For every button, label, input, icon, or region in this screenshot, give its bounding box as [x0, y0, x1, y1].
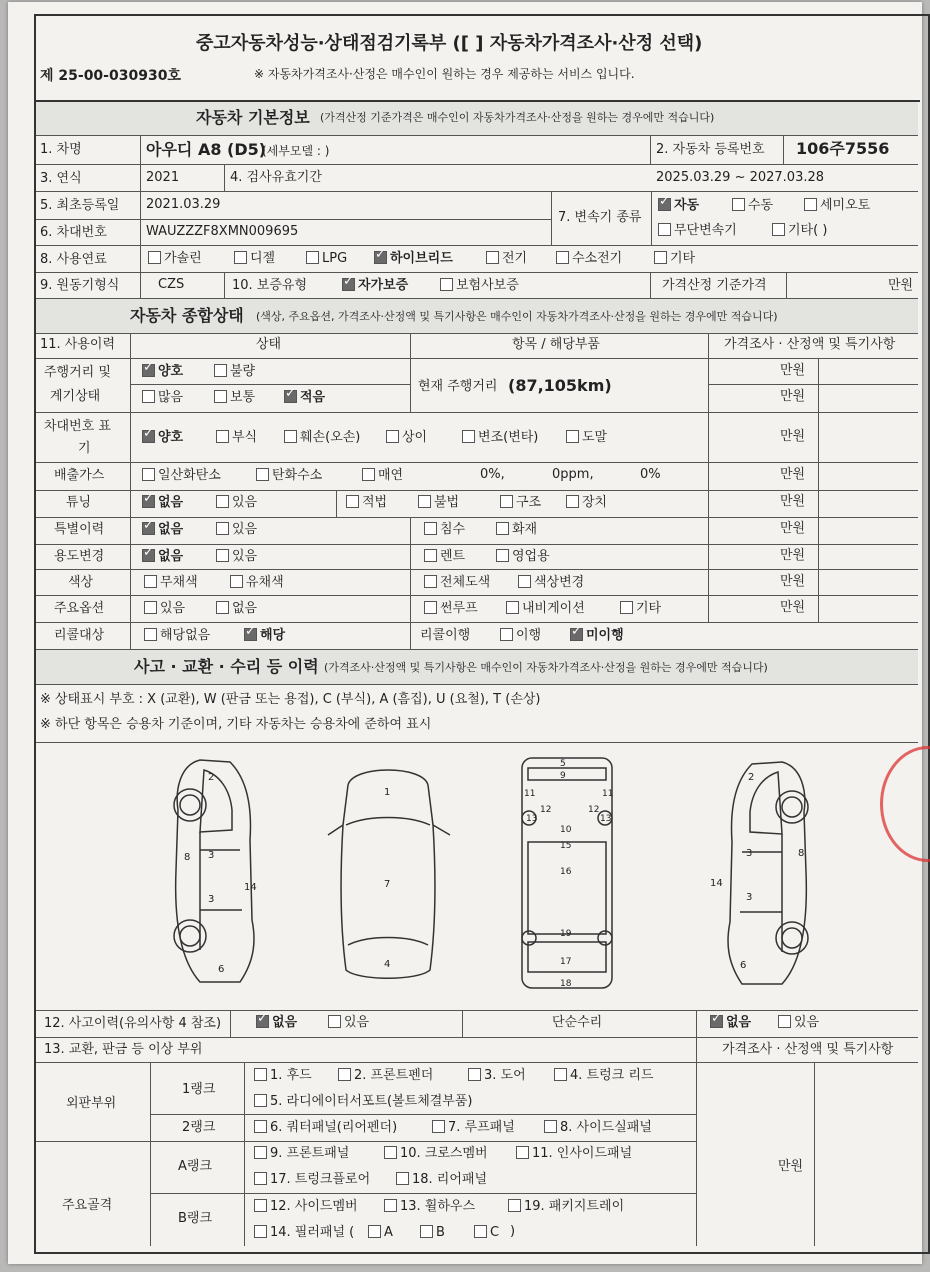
- svg-text:10: 10: [560, 825, 572, 835]
- year-label: 3. 연식: [40, 171, 82, 186]
- special-fire[interactable]: 화재: [496, 522, 537, 538]
- recall-done-label: 리콜이행: [420, 628, 471, 643]
- col-item: 항목 / 해당부품: [512, 337, 600, 352]
- transmission-label: 7. 변속기 종류: [558, 210, 642, 225]
- color-change[interactable]: 색상변경: [518, 575, 584, 591]
- pillar-close: ): [510, 1224, 516, 1239]
- rankA-trunk-floor[interactable]: 17. 트렁크플로어: [254, 1172, 370, 1188]
- rank2-side-sill[interactable]: 8. 사이드실패널: [544, 1120, 652, 1136]
- pillar-b[interactable]: B: [420, 1225, 445, 1241]
- tuning-label: 튜닝: [66, 495, 92, 510]
- warranty-insurance[interactable]: 보험사보증: [440, 278, 519, 294]
- recall-done[interactable]: 이행: [500, 628, 541, 644]
- fuel-diesel[interactable]: 디젤: [234, 251, 275, 267]
- tuning-price: 만원: [780, 494, 806, 509]
- rankB-label: B랭크: [178, 1211, 213, 1226]
- rank1-hood[interactable]: 1. 후드: [254, 1068, 312, 1084]
- rankA-label: A랭크: [178, 1159, 213, 1174]
- svg-text:12: 12: [588, 805, 600, 815]
- svg-text:3: 3: [208, 894, 215, 905]
- mileage-price-2: 만원: [780, 389, 806, 404]
- rank1-trunk-lid[interactable]: 4. 트렁크 리드: [554, 1068, 653, 1084]
- svg-text:15: 15: [560, 841, 572, 851]
- trans-option-auto[interactable]: ✓자동: [658, 198, 699, 214]
- price-base-label: 가격산정 기준가격: [662, 278, 767, 293]
- frame-label: 주요골격: [62, 1198, 113, 1213]
- mileage-current-value: (87,105km): [508, 376, 612, 395]
- svg-text:12: 12: [540, 805, 552, 815]
- simple-repair-none[interactable]: ✓ 없음: [710, 1015, 751, 1031]
- warranty-label: 10. 보증유형: [232, 278, 308, 293]
- parts-price-unit: 만원: [778, 1159, 804, 1174]
- col-state: 상태: [256, 337, 282, 352]
- mileage-price-1: 만원: [780, 363, 806, 378]
- vin-mark-label-2: 기: [78, 441, 91, 456]
- general-title: 자동차 종합상태: [130, 306, 244, 325]
- recall-not-done[interactable]: ✓ 미이행: [570, 628, 624, 644]
- inspection-valid-value: 2025.03.29 ~ 2027.03.28: [656, 170, 825, 185]
- fuel-lpg[interactable]: LPG: [306, 251, 347, 267]
- tuning-none[interactable]: ✓ 없음: [142, 495, 183, 511]
- mileage-bad[interactable]: 불량: [214, 364, 255, 380]
- mileage-label-1: 주행거리 및: [44, 365, 111, 380]
- emission-label: 배출가스: [54, 468, 105, 483]
- special-none[interactable]: ✓ 없음: [142, 522, 183, 538]
- mileage-current-label: 현재 주행거리: [418, 379, 498, 394]
- svg-text:3: 3: [208, 850, 215, 861]
- svg-text:4: 4: [384, 959, 391, 970]
- svg-text:14: 14: [244, 882, 257, 893]
- tuning-device[interactable]: 장치: [566, 495, 607, 511]
- svg-text:5: 5: [560, 759, 566, 769]
- fuel-label: 8. 사용연료: [40, 252, 107, 267]
- color-full-paint[interactable]: 전체도색: [424, 575, 490, 591]
- motor-type-value: CZS: [158, 277, 185, 292]
- emission-hc-value: 0ppm,: [552, 467, 594, 482]
- rankA-front-panel[interactable]: 9. 프론트패널: [254, 1146, 349, 1162]
- color-achromatic[interactable]: 무채색: [144, 575, 198, 591]
- svg-text:19: 19: [560, 929, 572, 939]
- svg-text:7: 7: [384, 879, 391, 890]
- option-navigation[interactable]: 내비게이션: [506, 601, 585, 617]
- rank2-label: 2랭크: [182, 1120, 216, 1135]
- purpose-label: 용도변경: [54, 549, 105, 564]
- vin-mark-corrosion[interactable]: 부식: [216, 430, 257, 446]
- option-yes[interactable]: 있음: [144, 601, 185, 617]
- car-name-label: 1. 차명: [40, 142, 82, 157]
- recall-none[interactable]: 해당없음: [144, 628, 210, 644]
- option-no[interactable]: 없음: [216, 601, 257, 617]
- svg-text:6: 6: [218, 964, 225, 975]
- emission-smoke-value: 0%: [640, 467, 661, 482]
- simple-repair-label: 단순수리: [552, 1015, 603, 1030]
- mileage-label-2: 계기상태: [50, 389, 101, 404]
- car-top-diagram: [318, 755, 458, 985]
- special-label: 특별이력: [54, 522, 105, 537]
- rank1-radiator-support[interactable]: 5. 라디에이터서포트(볼트체결부품): [254, 1094, 473, 1110]
- car-name-sub: (세부모델 : ): [262, 144, 330, 158]
- svg-text:17: 17: [560, 957, 572, 967]
- rankB-wheel-house[interactable]: 13. 휠하우스: [384, 1199, 475, 1215]
- basic-info-note: (가격산정 기준가격은 매수인이 자동차가격조사·산정을 원하는 경우에만 적습니다): [320, 111, 715, 124]
- col-usage: 11. 사용이력: [40, 337, 116, 352]
- car-right-side-diagram: [702, 752, 822, 992]
- svg-text:8: 8: [184, 852, 191, 863]
- special-price: 만원: [780, 521, 806, 536]
- svg-text:11: 11: [602, 789, 614, 799]
- svg-text:14: 14: [710, 878, 723, 889]
- purpose-none[interactable]: ✓ 없음: [142, 549, 183, 565]
- vin-mark-altered[interactable]: 변조(변타): [462, 430, 538, 446]
- trans-option-semi[interactable]: 세미오토: [804, 198, 870, 214]
- parts-price-label: 가격조사 · 산정액 및 특기사항: [722, 1042, 894, 1057]
- first-reg-value: 2021.03.29: [146, 197, 221, 212]
- svg-text:2: 2: [748, 772, 755, 783]
- accident-yes[interactable]: 있음: [328, 1015, 369, 1031]
- purpose-price: 만원: [780, 548, 806, 563]
- fuel-hydrogen[interactable]: 수소전기: [556, 251, 622, 267]
- recall-label: 리콜대상: [54, 628, 105, 643]
- basic-info-title: 자동차 기본정보: [196, 108, 310, 127]
- purpose-yes[interactable]: 있음: [216, 549, 257, 565]
- trans-option-cvt[interactable]: 무단변속기: [658, 223, 737, 239]
- rankB-pillar-panel[interactable]: 14. 필러패널 (: [254, 1225, 354, 1241]
- svg-text:3: 3: [746, 892, 753, 903]
- price-base-unit: 만원: [888, 278, 914, 293]
- svg-text:9: 9: [560, 771, 566, 781]
- rankA-rear-panel[interactable]: 18. 리어패널: [396, 1172, 487, 1188]
- pillar-c[interactable]: C: [474, 1225, 499, 1241]
- special-yes[interactable]: 있음: [216, 522, 257, 538]
- legend-line-2: ※ 하단 항목은 승용차 기준이며, 기타 자동차는 승용차에 준하여 표시: [40, 717, 432, 732]
- tuning-yes[interactable]: 있음: [216, 495, 257, 511]
- svg-text:6: 6: [740, 960, 747, 971]
- car-frame-diagram: [512, 752, 622, 994]
- option-label: 주요옵션: [54, 601, 105, 616]
- svg-text:18: 18: [560, 979, 572, 989]
- vin-mark-good[interactable]: ✓양호: [142, 430, 183, 446]
- special-flood[interactable]: 침수: [424, 522, 465, 538]
- svg-text:13: 13: [526, 814, 538, 824]
- reg-number-value: 106주7556: [796, 139, 890, 158]
- vin-mark-damaged[interactable]: 훼손(오손): [284, 430, 360, 446]
- outer-panel-label: 외판부위: [66, 1096, 117, 1111]
- doc-number: 제 25-00-030930호: [40, 68, 181, 84]
- option-price: 만원: [780, 600, 806, 615]
- vin-mark-price: 만원: [780, 429, 806, 444]
- svg-text:3: 3: [746, 848, 753, 859]
- car-name-value: 아우디 A8 (D5): [146, 140, 267, 159]
- fuel-other[interactable]: 기타: [654, 251, 695, 267]
- pillar-a[interactable]: A: [368, 1225, 393, 1241]
- vin-mark-label-1: 차대번호 표: [44, 419, 111, 434]
- rankB-package-tray[interactable]: 19. 패키지트레이: [508, 1199, 624, 1215]
- motor-type-label: 9. 원동기형식: [40, 278, 120, 293]
- option-other[interactable]: 기타: [620, 601, 661, 617]
- emission-smoke[interactable]: 매연: [362, 468, 403, 484]
- rank1-label: 1랭크: [182, 1082, 216, 1097]
- svg-text:13: 13: [600, 814, 612, 824]
- form-title: 중고자동차성능·상태점검기록부 ([ ] 자동차가격조사·산정 선택): [196, 33, 703, 54]
- emission-hc[interactable]: 탄화수소: [256, 468, 322, 484]
- parts-label: 13. 교환, 판금 등 이상 부위: [44, 1042, 203, 1057]
- rankB-side-member[interactable]: 12. 사이드멤버: [254, 1199, 358, 1215]
- simple-repair-yes[interactable]: 있음: [778, 1015, 819, 1031]
- fuel-electric[interactable]: 전기: [486, 251, 527, 267]
- mileage-good[interactable]: ✓양호: [142, 364, 183, 380]
- color-price: 만원: [780, 574, 806, 589]
- inspection-valid-label: 4. 검사유효기간: [230, 170, 322, 185]
- option-sunroof[interactable]: 썬루프: [424, 601, 478, 617]
- general-note: (색상, 주요옵션, 가격조사·산정액 및 특기사항은 매수인이 자동차가격조사·산정을 원하는 경우에만 적습니다): [256, 310, 778, 323]
- svg-text:16: 16: [560, 867, 572, 877]
- car-left-side-diagram: [160, 750, 290, 990]
- rankA-cross-member[interactable]: 10. 크로스멤버: [384, 1146, 488, 1162]
- vin-value: WAUZZZF8XMN009695: [146, 224, 299, 239]
- fuel-hybrid[interactable]: ✓ 하이브리드: [374, 251, 453, 267]
- svg-text:2: 2: [208, 772, 215, 783]
- rank1-door[interactable]: 3. 도어: [468, 1068, 526, 1084]
- accident-title: 사고 · 교환 · 수리 등 이력: [134, 657, 319, 676]
- vin-label: 6. 차대번호: [40, 225, 107, 240]
- mileage-low[interactable]: ✓ 적음: [284, 390, 325, 406]
- purpose-business[interactable]: 영업용: [496, 549, 550, 565]
- accident-none[interactable]: ✓ 없음: [256, 1015, 297, 1031]
- col-price: 가격조사 · 산정액 및 특기사항: [724, 337, 896, 352]
- rank1-front-fender[interactable]: 2. 프론트펜더: [338, 1068, 433, 1084]
- emission-co-value: 0%,: [480, 467, 505, 482]
- mileage-normal[interactable]: 보통: [214, 390, 255, 406]
- rank2-quarter-panel[interactable]: 6. 쿼터패널(리어펜더): [254, 1120, 397, 1136]
- color-label: 색상: [68, 575, 94, 590]
- recall-applicable[interactable]: ✓ 해당: [244, 628, 285, 644]
- accident-note: (가격조사·산정액 및 특기사항은 매수인이 자동차가격조사·산정을 원하는 경우에만 적습니다): [324, 661, 768, 674]
- header-notice: ※ 자동차가격조사·산정은 매수인이 원하는 경우 제공하는 서비스 입니다.: [254, 67, 635, 81]
- svg-text:1: 1: [384, 787, 391, 798]
- mileage-high[interactable]: 많음: [142, 390, 183, 406]
- svg-text:8: 8: [798, 848, 805, 859]
- rankA-inside-panel[interactable]: 11. 인사이드패널: [516, 1146, 632, 1162]
- accident-history-label: 12. 사고이력(유의사항 4 참조): [44, 1016, 222, 1031]
- svg-text:11: 11: [524, 789, 536, 799]
- tuning-structure[interactable]: 구조: [500, 495, 541, 511]
- rank2-roof-panel[interactable]: 7. 루프패널: [432, 1120, 515, 1136]
- warranty-self[interactable]: ✓ 자가보증: [342, 278, 408, 294]
- vin-mark-smeared[interactable]: 도말: [566, 430, 607, 446]
- year-value: 2021: [146, 170, 180, 185]
- trans-option-other[interactable]: 기타( ): [772, 223, 827, 239]
- first-reg-label: 5. 최초등록일: [40, 198, 120, 213]
- tuning-illegal[interactable]: 불법: [418, 495, 459, 511]
- color-chromatic[interactable]: 유채색: [230, 575, 284, 591]
- vin-mark-different[interactable]: 상이: [386, 430, 427, 446]
- legend-line-1: ※ 상태표시 부호 : X (교환), W (판금 또는 용접), C (부식), A (흠집), U (요철), T (손상): [40, 692, 541, 707]
- reg-number-label: 2. 자동차 등록번호: [656, 142, 765, 157]
- tuning-legal[interactable]: 적법: [346, 495, 387, 511]
- purpose-rent[interactable]: 렌트: [424, 549, 465, 565]
- trans-option-manual[interactable]: 수동: [732, 198, 773, 214]
- fuel-gasoline[interactable]: 가솔린: [148, 251, 202, 267]
- emission-co[interactable]: 일산화탄소: [142, 468, 221, 484]
- emission-price: 만원: [780, 467, 806, 482]
